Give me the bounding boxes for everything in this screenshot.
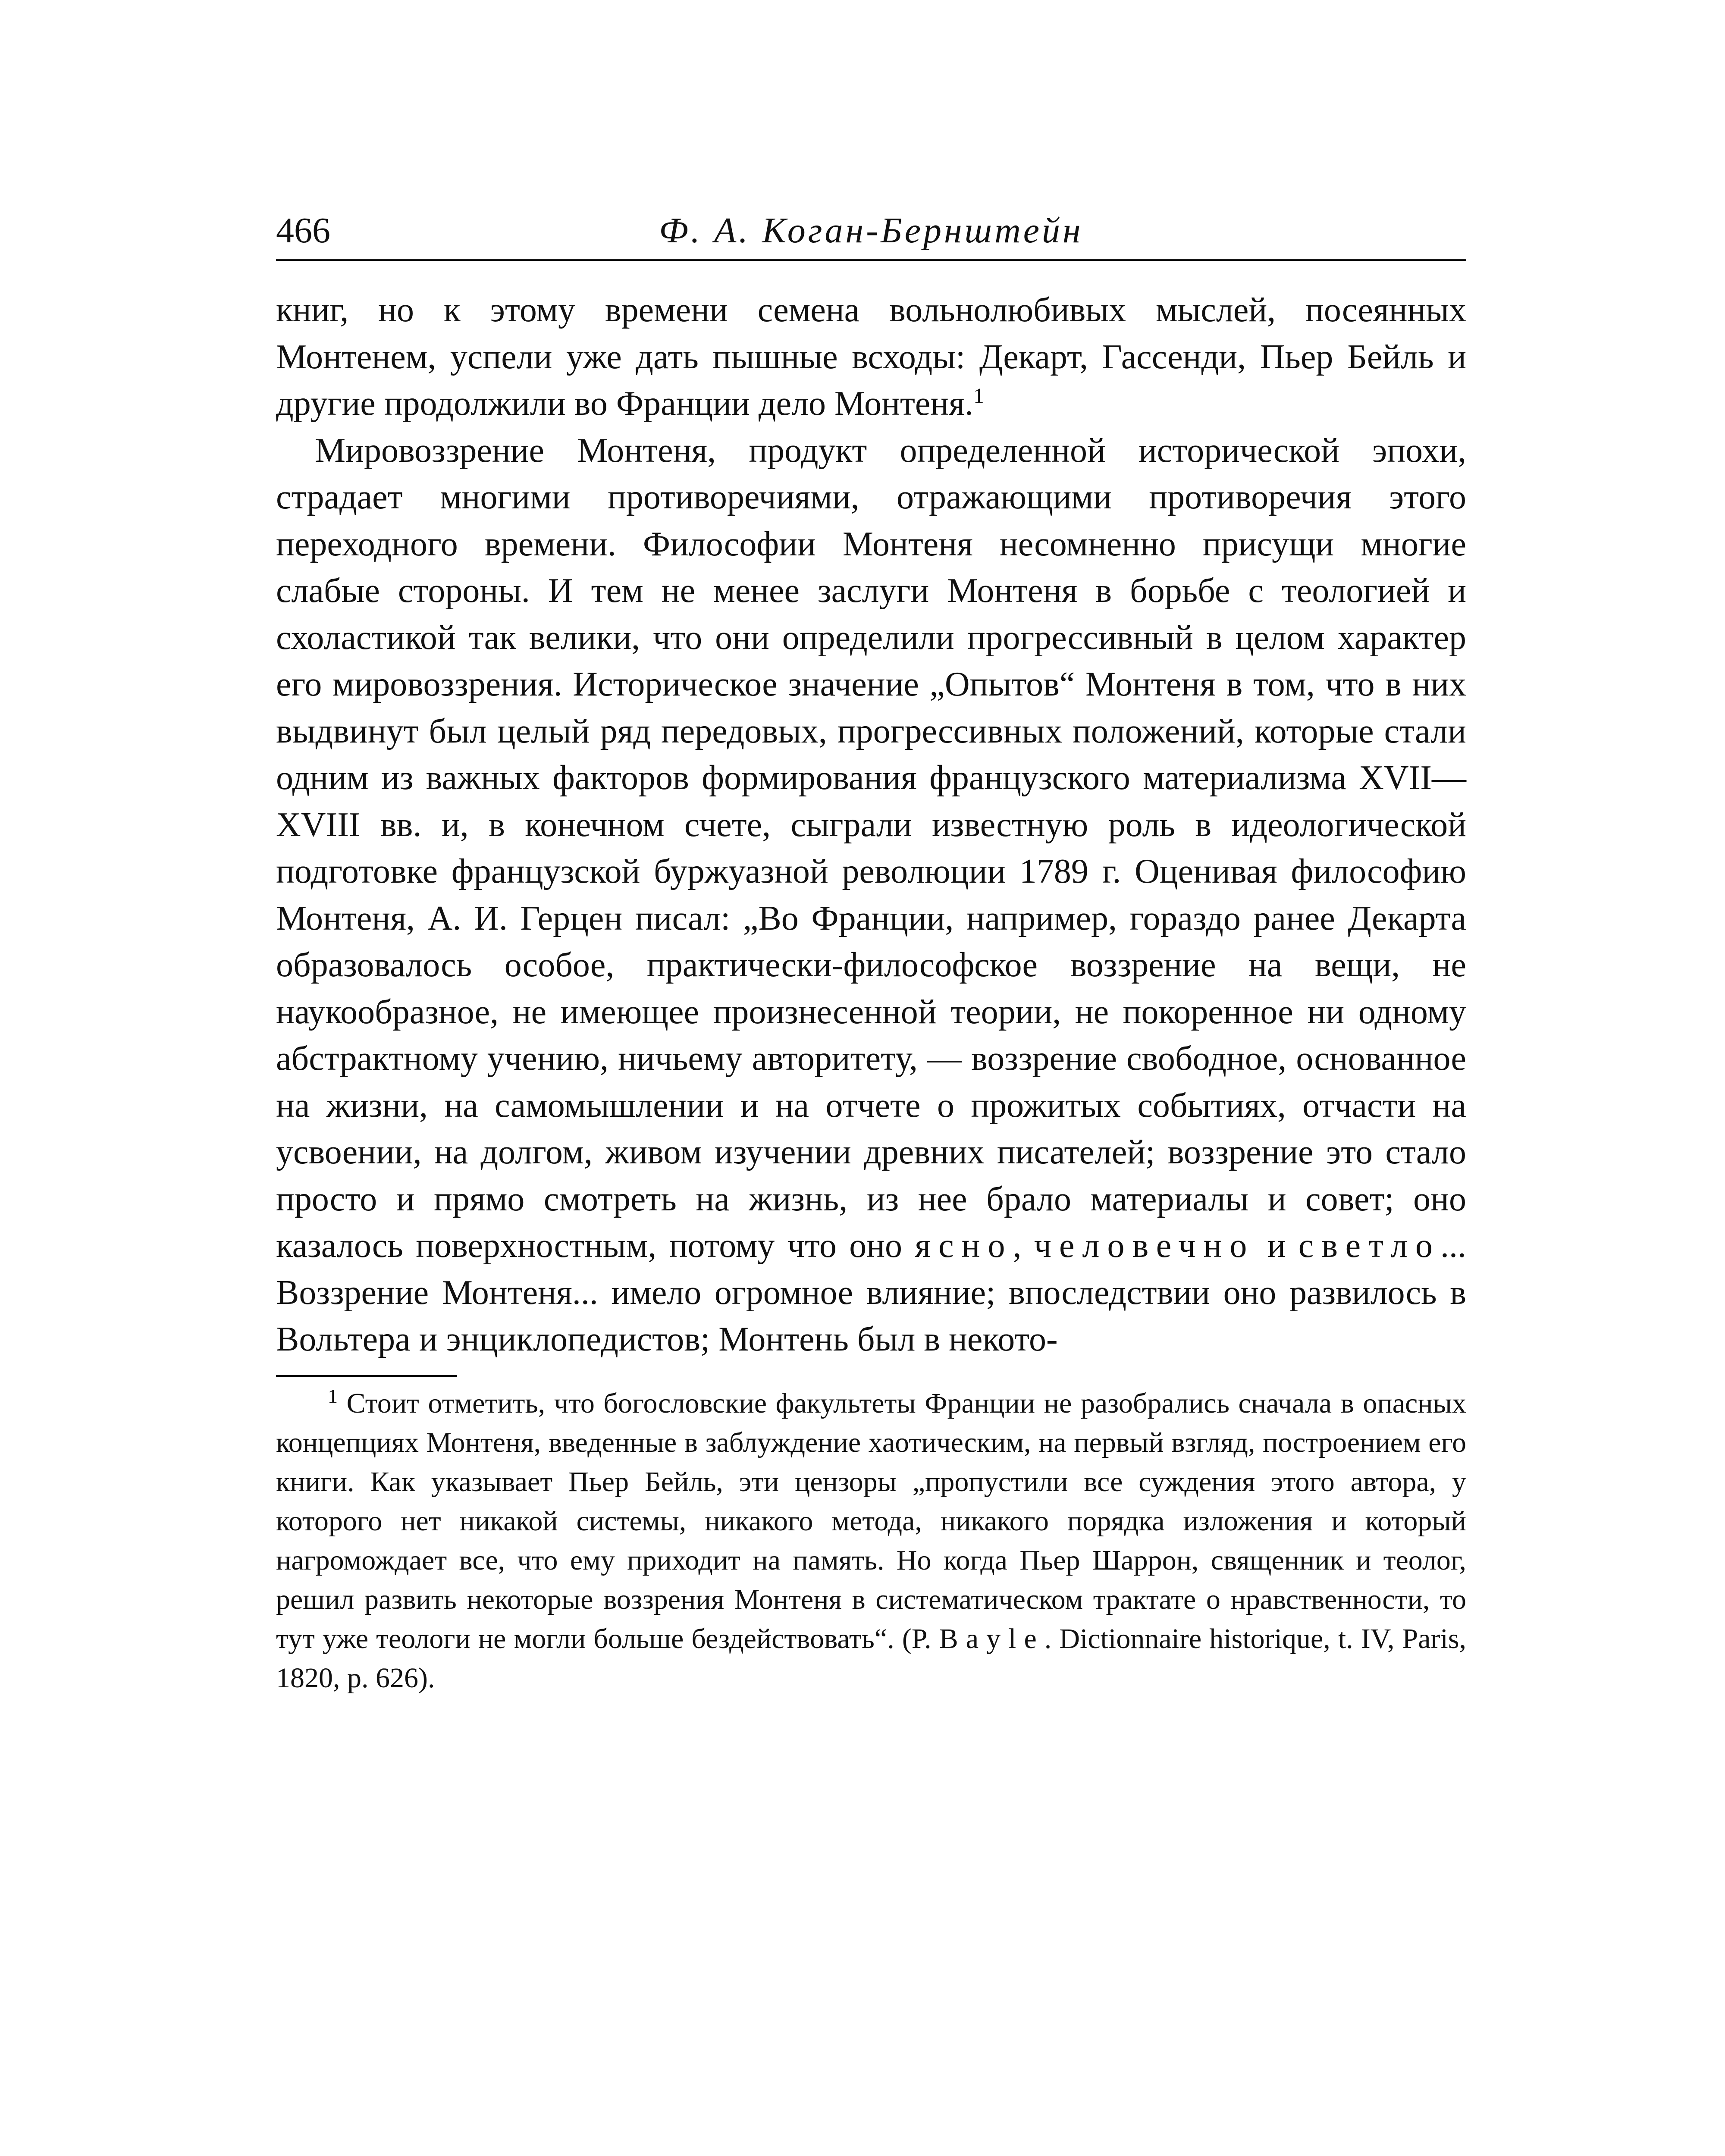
footnotes	[276, 1384, 1466, 1698]
citation-open: (P.	[902, 1623, 932, 1655]
paragraph	[276, 427, 1466, 1363]
paragraph-2-continuation: ... Воззрение Монтеня... имело огромное влияние; впоследствии оно развилось в Вольтера и энциклопедистов; Монтень был в некото-	[276, 1227, 1466, 1358]
citation-author: Bayle	[939, 1623, 1044, 1655]
page-number: 466	[276, 210, 330, 251]
footnote-divider	[276, 1375, 457, 1377]
page-header	[276, 207, 1466, 261]
paragraph-2-text: Мировоззрение Монтеня, продукт определенной исторической эпохи, страдает многими противоречиями, отражающими противоречия этого переходного времени. Философии Монтеня несомненно присущи многие слабые стороны. И тем не менее заслуги Монтеня в борьбе с теологией и схоластикой так велики, что они определили прогрессивный в целом характер его мировоззрения. Историческое значение „Опытов“ Монтеня в том, что в них выдвинут был целый ряд передовых, прогрессивных положений, которые стали одним из важных факторов формирования французского материализма XVII—XVIII вв. и, в конечном счете, сыграли известную роль в идеологической подготовке французской буржуазной революции 1789 г. Оценивая философию Монтеня, А. И. Герцен писал: „Во Франции, например, гораздо ранее Декарта образовалось особое, практически-философское воззрение на вещи, не наукообразное, не имеющее произнесенной теории, не покоренное ни одному абстрактному учению, ничьему авторитету, — воззрение свободное, основанное на жизни, на самомышлении и на отчете о прожитых событиях, отчасти на усвоении, на долгом, живом изучении древних писателей; воззрение это стало просто и прямо смотреть на жизнь, из нее брало материалы и совет; оно казалось поверхностным, потому что оно	[276, 431, 1466, 1265]
document-page	[276, 207, 1466, 1698]
footnote-text: Стоит отметить, что богословские факультеты Франции не разобрались сначала в опасных концепциях Монтеня, введенные в заблуждение хаотическим, на первый взгляд, построением его книги. Как указывает Пьер Бейль, эти цензоры „пропустили все суждения этого автора, у которого нет никакой системы, никакого метода, никакого порядка изложения и который нагромождает все, что ему приходит на память. Но когда Пьер Шаррон, священник и теолог, решил развить некоторые воззрения Монтеня в систематическом трактате о нравственности, то тут уже теологи не могли больше бездействовать“.	[276, 1387, 1466, 1655]
conjunction: и	[1267, 1227, 1286, 1265]
footnote-number: 1	[328, 1385, 338, 1407]
footnote-reference: 1	[973, 383, 985, 408]
citation-rest: . Dictionnaire historique, t. IV, Paris, 1820, p. 626).	[276, 1623, 1467, 1694]
paragraph-continuation	[276, 287, 1466, 427]
main-text	[276, 287, 1466, 1363]
emphasized-word: ясно	[915, 1227, 1013, 1265]
emphasized-word: светло	[1298, 1227, 1440, 1265]
emphasized-word: человечно	[1034, 1227, 1255, 1265]
paragraph-1-text: книг, но к этому времени семена вольнолюбивых мыслей, посеянных Монтенем, успели уже дать пышные всходы: Декарт, Гассенди, Пьер Бейль и другие продолжили во Франции дело Монтеня.	[276, 291, 1466, 423]
running-head: Ф. А. Коган-Бернштейн	[659, 210, 1083, 251]
footnote	[276, 1384, 1466, 1698]
punctuation: ,	[1013, 1227, 1022, 1265]
